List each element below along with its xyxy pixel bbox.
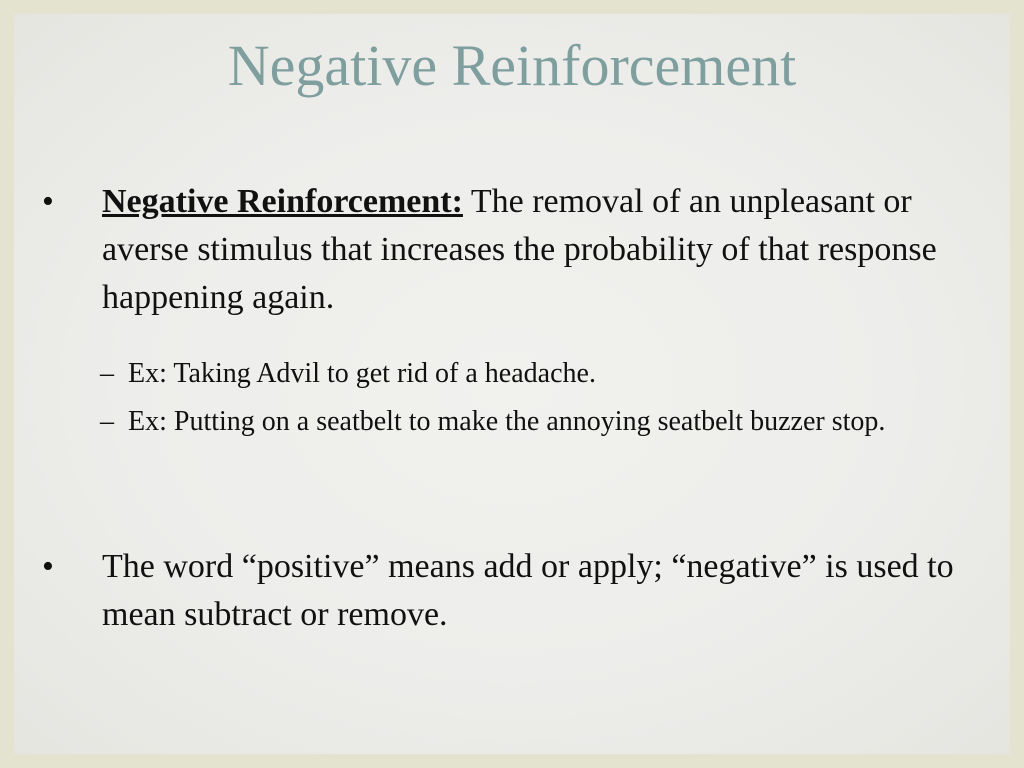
slide-title: Negative Reinforcement: [227, 33, 797, 98]
bullet-marker: •: [42, 183, 54, 220]
bullet-text: The word “positive” means add or apply; “negative” is used to mean subtract or remove.: [102, 548, 954, 633]
sub-bullet-text: Ex: Taking Advil to get rid of a headache.: [128, 358, 596, 389]
bullet-marker: •: [42, 548, 54, 585]
bullet-text: [102, 178, 982, 322]
sub-bullet-marker: –: [100, 406, 114, 437]
definition-text: The removal of an unpleasant or averse stimulus that increases the probability of that response happening again.: [102, 183, 937, 316]
definition-term: Negative Reinforcement:: [102, 183, 463, 220]
sub-bullet-text: Ex: Putting on a seatbelt to make the annoying seatbelt buzzer stop.: [128, 406, 886, 437]
sub-bullet-marker: –: [100, 358, 114, 389]
